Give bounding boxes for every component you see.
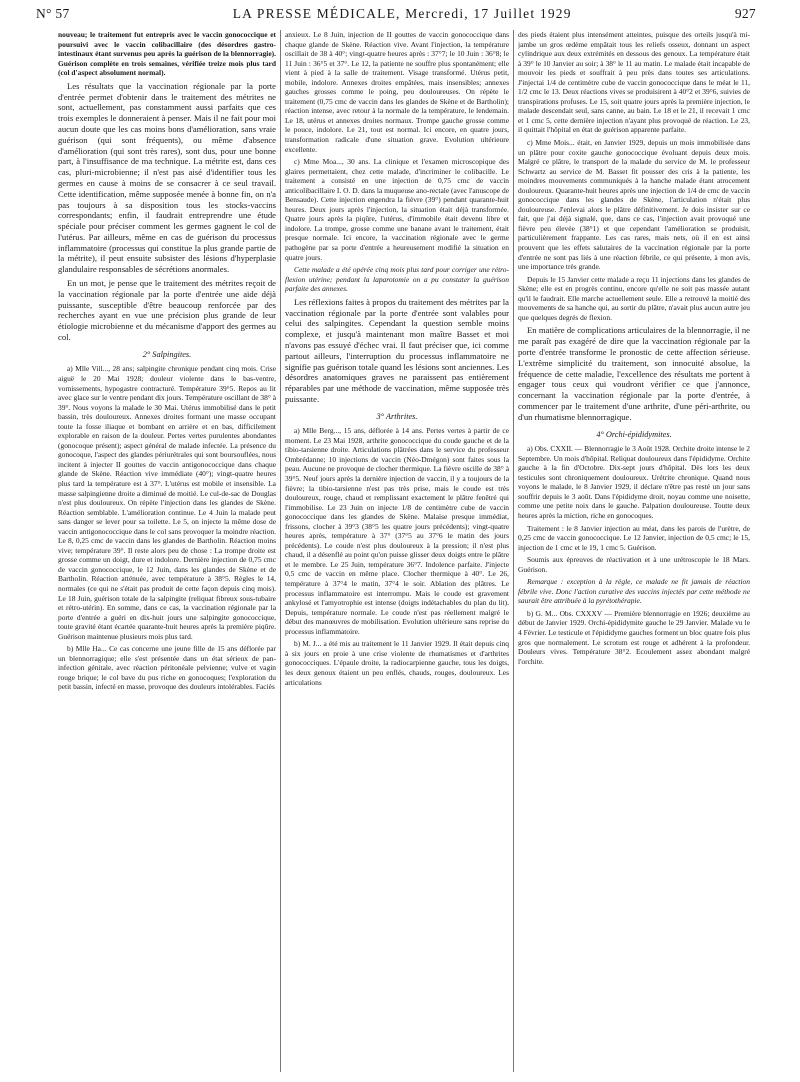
- column-3: [518, 30, 750, 1076]
- paragraph: des pieds étaient plus intensément atteintes, puisque des orteils jusqu'à mi-jambe un gros œdème empâtait tous les reliefs osseux, donnant un aspect cylindrique aux deux extrémités en dessous des genoux. La température était à 39° le 10 Janvier au soir; à 38° le 11 au matin. Le malade était incapable de mouvoir les pieds et souffrait à peu près dans toutes ses articulations. J'injectai 1/4 de centimètre cube de vaccin gonococcique dans le méat le 11, 1/2 cmc le 13. Deux réactions vives se produisirent à 40°2 et 39°6, suivies de transpirations profuses. Le 15, soit quatre jours après la première injection, le malade descendait seul, sans canne, au bain. Le 18 et le 21, il recevait 1 cmc et 1 cmc 5, cette dernière injection n'ayant plus provoqué de réaction. Le 23, il quittait l'hôpital en état de guérison apparente parfaite.: [518, 30, 750, 135]
- journal-title: LA PRESSE MÉDICALE, Mercredi, 17 Juillet 1929: [232, 6, 572, 21]
- column-2: [285, 30, 509, 1076]
- paragraph: c) Mme Moa..., 30 ans. La clinique et l'examen microscopique des glaires permettaient, chez cette malade, d'incriminer le colibacille. Le traitement a consisté en une injection de 0,75 cmc de vaccin anticolibacillaire I. O. D. dans la muqueuse ano-rectale (avec l'anuscope de Bensaude). Cette injection engendra la fièvre (39°) pendant quarante-huit heures. Deux jours après l'injection, la situation était déjà transformée. Quatre jours après la piqûre, l'utérus, d'immobile était devenu libre et indolore. La trompe, grosse comme une banane avant le traitement, était presque normale. Ici encore, la vaccination régionale avec le germe pathogène par sa porte d'entrée a heureusement modifié la situation en quatre jours.: [285, 157, 509, 262]
- paragraph: Traitement : le 8 Janvier injection au méat, dans les parois de l'urètre, de 0,25 cmc de vaccin gonococcique. Le 12 Janvier, injection de 0,5 cmc; le 15, injection de 1 cmc et le 19, 1 cmc 5. Guérison.: [518, 523, 750, 552]
- paragraph: a) Mlle Vill..., 28 ans; salpingite chronique pendant cinq mois. Crise aiguë le 20 Mai 1928; douleur violente dans le bas-ventre, vomissements, hypogastre contracturé. Température 39°5. Repos au lit avec glace sur le ventre pendant dix jours. Température oscillant de 38° à 39°. Nous voyons la malade le 30 Mai. Utérus immobilisé dans le petit bassin, très douloureux. Annexes droites formant une masse occupant toute la fosse iliaque et bombant en arrière et en bas, difficilement explorable en raison de la douleur. Pertes vertes purulentes abondantes (gonocoque présent); aspect général de malade infectée. La présence du gonocoque, l'aspect des glandes périurétrales qui sont boursouflées, nous incitent à injecter II gouttes de vaccin antigonococcique dans chaque glande de Skène. Réaction vive immédiate (40°); vingt-quatre heures plus tard la température est à 37°. L'utérus est mobile et insensible. La masse salpingienne droite a diminué de moitié. Le cul-de-sac de Douglas n'est plus douloureux. On répète l'injection dans les glandes de Skène. Réaction semblable. L'amélioration continue. Le 4 Juin la malade peut sans danger se lever pour sa toilette. Le 5, on injecte la même dose de vaccin antigonococcique dans le col sans provoquer la moindre réaction. Le 8, 0,25 cmc de vaccin dans les glandes de Bartholin. Réaction moins vive; température 39°. Il reste alors peu de chose : La trompe droite est grosse comme un doigt, dure et indolore. Dernière injection de 0,75 cmc de vaccin gonococcique, le 12 Juin, dans les glandes de Skène et de Bartholin. Réaction atténuée, avec température à 38°5. Règles le 14, normales (ce qui ne s'était pas produit de cette façon depuis cinq mois). Le 18 Juin, guérison totale de la salpingite (reliquat fibreux sous-tubaire et rétro-utérin). En somme, dans ce cas, la vaccination régionale par la porte d'entrée a guéri en dix-huit jours une salpingite gonococcique, toute gravité étant écartée quarante-huit heures après la première piqûre. Guérison maintenue plusieurs mois plus tard.: [58, 364, 276, 641]
- paragraph: a) Obs. CXXII. — Blennorragie le 3 Août 1928. Orchite droite intense le 2 Septembre. Un mois d'hôpital. Reliquat douloureux dans l'épididyme. Orchite gauche à la fin d'Octobre. Dix-sept jours d'hôpital. Dès lors les deux testicules sont chroniquement douloureux. Urétrite chronique. Quand nous voyons le malade, le 8 Janvier 1929, il déclare n'être pas resté un jour sans souffrir depuis le 3 août. Dans l'épididyme droit, noyau comme une noisette, comme une petite noix dans le gauche. Palpation douloureuse. Toutte deux heures après la miction, riche en gonocoques.: [518, 444, 750, 520]
- column-divider: [513, 30, 514, 1072]
- paragraph: En un mot, je pense que le traitement des métrites reçoit de la vaccination régionale par la porte d'entrée une aide déjà puissante, susceptible d'être beaucoup renforcée par des recherches ayant en vue une précision plus grande de leur étiologie microbienne et du mécanisme d'apport des germes au col.: [58, 278, 276, 343]
- paragraph: Soumis aux épreuves de réactivation et à une urétroscopie le 18 Mars. Guérison.: [518, 555, 750, 574]
- paragraph: Les réflexions faites à propos du traitement des métrites par la vaccination régionale par la porte d'entrée sont valables pour celui des salpingites. Cependant la question semble moins complexe, et jusqu'à maintenant mon maître Basset et moi n'avons pas essuyé d'échec vrai. Il faut préciser que, ici comme partout ailleurs, l'interruption du processus inflammatoire ne signifie pas guérison totale quand les lésions sont anciennes. Les désordres anatomiques graves ne paraissent pas entièrement réparables par une méthode de vaccination, même supposée très puissante.: [285, 296, 509, 404]
- column-1: [58, 30, 276, 1076]
- section-heading: 2° Salpingites.: [142, 349, 192, 359]
- paragraph: b) M. J... a été mis au traitement le 11 Janvier 1929. Il était depuis cinq à six jours en proie à une crise violente de rhumatismes et d'arthrites gonococciques. L'épaule droite, la radiocarpienne gauche, tous les doigts, les deux genoux étaient un peu enflés, chauds, rouges, douloureux. Les articulations: [285, 639, 509, 687]
- running-header: [36, 6, 756, 26]
- paragraph: En matière de complications articulaires de la blennorragie, il ne me paraît pas exagéré de dire que la vaccination régionale par la porte d'entrée transforme le pronostic de cette affection sérieuse. L'extrême simplicité du traitement, son innocuité absolue, la fréquence de cette maladie, l'excellence des résultats me portent à engager tous ceux qui voudront vérifier ce que j'annonce, concernant la vaccination régionale par la porte d'entrée, à commencer par le traitement d'une arthrite, d'une péri-arthrite, ou d'un rhumatisme blennorragique.: [518, 325, 750, 422]
- issue-number: N° 57: [36, 6, 70, 21]
- paragraph: nouveau; le traitement fut entrepris avec le vaccin gonococcique et poursuivi avec le vaccin colibacillaire (des désordres gastro-intestinaux étant survenus peu après la guérison de la blennorragie). Guérison complète en trois semaines, vérifiée treize mois plus tard (col d'aspect absolument normal).: [58, 30, 276, 78]
- paragraph: c) Mme Mois... était, en Janvier 1929, depuis un mois immobilisée dans un plâtre pour coxite gauche gonococcique évoluant depuis deux mois. Malgré ce plâtre, le transport de la malade du service de M. le professeur Schwartz au service de M. Basset fit pousser des cris à la patiente, les moindres mouvements communiqués à la hanche malade étant atrocement douloureux. Quarante-huit heures après une injection de 1/4 de cmc de vaccin gonococcique dans les glandes de Skène, l'articulation n'était plus douloureuse. J'enlevai alors le plâtre définitivement. Je dois insister sur ce fait, que j'ai déjà signalé, que, dans ce cas, l'injection avait provoqué une fièvre peu élevée (38°1) et que cependant l'amélioration se produisit, particulièrement frappante. Les cas rares, mais nets, où il en est ainsi prouvent que les effets salutaires de la vaccination régionale par la porte d'entrée ne sont pas liés à une réaction fébrile, ce qui présente, à mon avis, une importance très grande.: [518, 138, 750, 272]
- column-divider: [280, 30, 281, 1072]
- paragraph: Les résultats que la vaccination régionale par la porte d'entrée permet d'obtenir dans le traitement des métrites ne sont, actuellement, pas constamment aussi parfaits que ces trois exemples le donneraient à penser. Mais il ne fait pour moi aucun doute que les cas moins bons d'amélioration, sans vraie guérison (qui sont fréquents), ou même d'absence d'amélioration (qui sont très rares), sont dus, pour une bonne part, à l'insuffisance de ma technique. La métrite est, dans ces cas, pluri-microbienne; il n'est pas aisé d'identifier tous les germes en cause à moins de se consacrer à ce seul travail. Cette identification, même supposée menée à bonne fin, on n'a pas toujours à sa disposition tous les stocks-vaccins correspondants; enfin, il faudrait entreprendre une étude spéciale pour préciser comment les germes gagnent le col de l'utérus. Par ailleurs, même en cas de guérison du processus inflammatoire (processus qui constitue la plus grande partie de la métrite), il peut ensuite subsister des lésions d'hyperplasie glandulaire responsables de sécrétions anormales.: [58, 80, 276, 275]
- paragraph: anxieux. Le 8 Juin, injection de II gouttes de vaccin gonococcique dans chaque glande de Skène. Réaction vive. Avant l'injection, la température oscillait de 38 à 40°; vingt-quatre heures après : 37°7; le 10 Juin : 36°8; le 11 Juin : 36°5 et 37°. Le 12, la patiente ne souffre plus spontanément; elle vient à pied à la salle de traitement. Visage transformé. Utérus petit, mobile, indolore. Annexes droites empâtées, mais insensibles; annexes gauches grosses comme le poing, peu douloureuses. On répète le traitement (0,75 cmc de vaccin dans les glandes de Skène et de Bartholin); réaction intense, avec retour à la normale de la température, le lendemain. Le 18, utérus et annexes droites normaux. Trompe gauche grosse comme le pouce, indolore. Le 21, tout est normal. Ici encore, en quatre jours, transformation radicale d'une situation grave. Evolution ultérieure excellente.: [285, 30, 509, 154]
- paragraph: b) Mlle Ha... Ce cas concerne une jeune fille de 15 ans déflorée par un blennorragique; elle s'est présentée dans un état sérieux de pan-infection génitale, avec réaction péritonéale pelvienne; vulve et vagin rouge brique; le col bave du pus riche en gonocoques; l'exploration du petit bassin, infecté en masse, provoque des douleurs intolérables. Faciès: [58, 644, 276, 692]
- paragraph: Depuis le 15 Janvier cette malade a reçu 11 injections dans les glandes de Skène; elle est en progrès continu, encore qu'elle ne soit pas massée autant qu'il le faudrait. Elle marche actuellement seule. Elle a retrouvé la moitié des mouvements de sa hanche qui, au sortir du plâtre, n'avait plus aucun autre jeu que quelques degrés de flexion.: [518, 274, 750, 322]
- section-heading: 4° Orchi-épididymites.: [596, 429, 672, 439]
- page-number: 927: [734, 6, 756, 21]
- paragraph: a) Mlle Berg..., 15 ans, déflorée à 14 ans. Pertes vertes à partir de ce moment. Le 23 Mai 1928, arthrite gonococcique du coude gauche et de la tibio-tarsienne droite. Articulations plâtrées dans le service du professeur Ombrédanne; 10 injections de vaccin (Néo-Dmégon) sont faites sous la peau. Aucune ne provoque de clocher thermique. La fièvre oscille de 38° à 39°5. Neuf jours après la dernière injection de vaccin, il y a toujours de la fièvre; la tibio-tarsienne n'est pas très prise, mais le coude est très douloureux, rouge, chaud et remplissant exactement le plâtre fenêtré qui l'immobilise. Le 23 Juin on injecte 1/8 de centimètre cube de vaccin gonococcique dans les glandes de Skène. Malaise presque immédiat, frissons, clocher à 39°3 (38°5 les quatre jours précédents); vingt-quatre heures après, température à 37° (37°5 au 37°6 le matin des jours précédents). Le coude n'est plus douloureux à la pression; il n'est plus chaud, il a désenflé au point qu'on puisse glisser deux doigts entre le plâtre et le membre. Le 25 Juin, température 36°7. Indolence parfaite. J'injecte 0,5 cmc de vaccin en même place. Clocher thermique à 40°. Le 26, température à 37°4 le matin, 37°4 le soir. Ablation des plâtres. Le processus inflammatoire est interrompu. Mais le coude est gravement ankylosé et l'amyotrophie est intense (doigts indétachables du plan du lit). Depuis, température normale. Le coude n'est pas réellement malgré le début des manœuvres de mobilisation. Evolution ultérieure sans reprise du processus inflammatoire.: [285, 426, 509, 636]
- paragraph: b) G. M... Obs. CXXXV — Première blennorragie en 1926; deuxième au début de Janvier 1929. Orchi-épididymite gauche le 29 Janvier. Malade vu le 4 Février. Le testicule et l'épididyme gauches forment un bloc quatre fois plus gros que normalement. Le scrotum est rouge et adhérent à la profondeur. Douleurs vives. Température 38°2. Ecoulement assez abondant malgré l'orchite.: [518, 608, 750, 666]
- paragraph: Remarque : exception à la règle, ce malade ne fit jamais de réaction fébrile vive. Donc l'action curative des vaccins injectés par cette méthode ne saurait être attribuée à la pyrétothérapie.: [518, 577, 750, 606]
- paragraph: Cette malade a été opérée cinq mois plus tard pour corriger une rétro-flexion utérine; pendant la laparotomie on a pu constater la guérison parfaite des annexes.: [285, 265, 509, 294]
- section-heading: 3° Arthrites.: [376, 411, 418, 421]
